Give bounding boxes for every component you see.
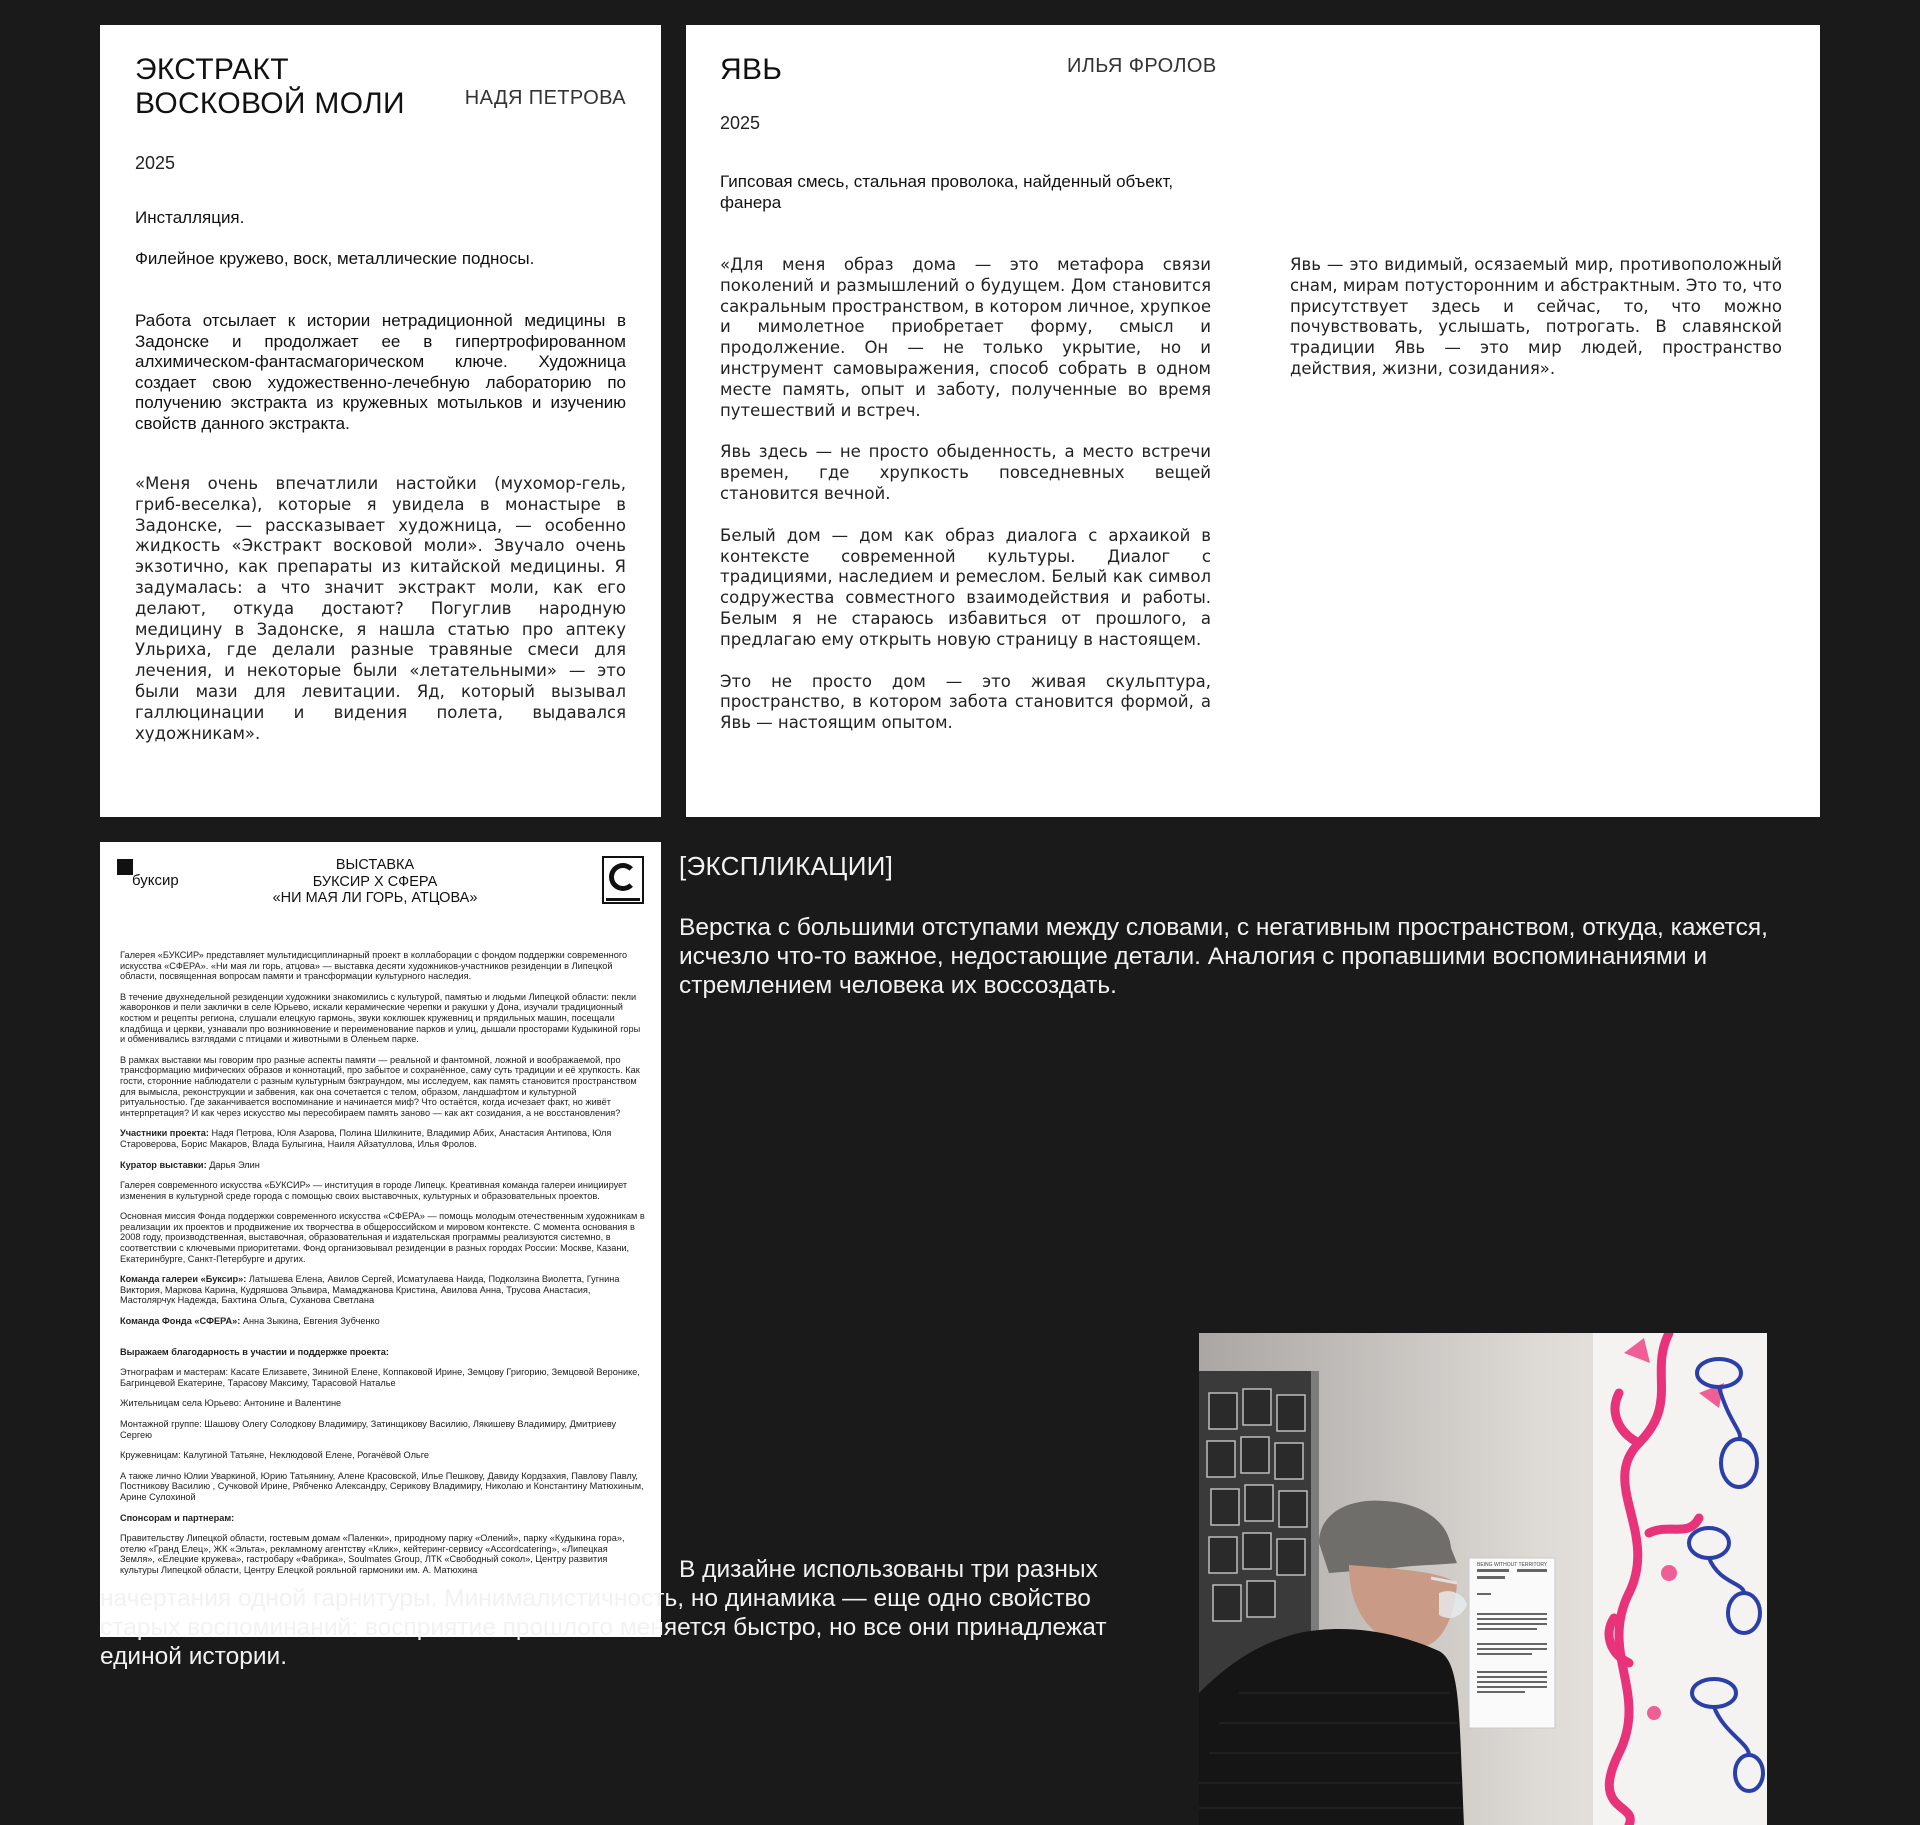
card-header bbox=[135, 53, 626, 121]
paragraph: Жительницам села Юрьево: Антонине и Валентине bbox=[120, 1398, 342, 1409]
artist-name: ИЛЬЯ ФРОЛОВ bbox=[1067, 55, 1217, 77]
title-line: БУКСИР Х СФЕРА bbox=[312, 873, 438, 890]
value: Анна Зыкина, Евгения Зубченко bbox=[242, 1316, 380, 1327]
photo-label-title: BEING WITHOUT TERRITORY bbox=[1477, 1562, 1548, 1568]
participants bbox=[120, 1128, 645, 1149]
explication-card-wax-moth bbox=[100, 25, 661, 817]
paragraph: Кружевницам: Калугиной Татьяне, Неклюдовой Елене, Рогачёвой Ольге bbox=[120, 1450, 429, 1461]
paragraph: В течение двухнедельной резиденции художники знакомились с культурой, памятью и людьми Липецкой области: пекли жаворонков и пели заклички в селе Юрьево, искали керамические черепки и ракушки у Дона, изучали традиционный костюм и рецепты региона, слушали елецкую гармонь, звуки коклюшек кружевниц и прядильных машин, посещали кладбища и церкви, узнавали про возникновение и переименование парков и улиц, дышали просторами Кудыкиной горы и обменивались взглядами с птицами и животными в Оленьем парке. bbox=[120, 991, 641, 1045]
explication-card-yav bbox=[686, 25, 1820, 817]
artwork-materials: Гипсовая смесь, стальная проволока, найденный объект, фанера bbox=[720, 172, 1174, 212]
label: Участники проекта: bbox=[120, 1128, 209, 1139]
gallery-team bbox=[120, 1274, 645, 1306]
label: Куратор выставки: bbox=[120, 1159, 207, 1170]
artist-name: НАДЯ ПЕТРОВА bbox=[464, 87, 626, 109]
artwork-description: Работа отсылает к истории нетрадиционной медицины в Задонске и продолжает ее в гипертрофированном алхимическом-фантасмагорическом ключе. Художница создает свою художественно-лечебную лабораторию по получению экстракта из кружевных мотыльков и изучению свойств данного экстракта. bbox=[135, 311, 626, 433]
exhibition-poster bbox=[100, 842, 661, 1637]
value: Надя Петрова, Юля Азарова, Полина Шилкините, Владимир Абих, Анастасия Антипова, Юля Староверова, Борис Макаров, Влада Булыгина, Наиля Айзатуллова, Илья Фролов. bbox=[120, 1128, 612, 1149]
title-line: «НИ МАЯ ЛИ ГОРЬ, АТЦОВА» bbox=[272, 890, 478, 906]
paragraph: Правительству Липецкой области, гостевым домам «Паленки», природному парку «Олений», парку «Кудыкина гора», отелю «Гранд Елец», ЖК «Эльта», рекламному агентству «Клик», кейтеринг-сервису «Accordcatering», «Липецкая Земля», «Елецкие кружева», гастробару «Фабрика», Soulmates Group, ЛТК «Свободный сокол», Центру развития культуры Липецкой области, Центру Елецкой рояльной гармоники им. А. Матюхина bbox=[120, 1533, 625, 1575]
artwork-year: 2025 bbox=[135, 153, 176, 173]
curator bbox=[120, 1160, 645, 1171]
label: Спонсорам и партнерам: bbox=[120, 1512, 235, 1523]
paragraph: Галерея современного искусства «БУКСИР» — институция в городе Липецк. Креативная команда галереи инициирует изменения в культурной среде города с помощью своих выставочных, культурных и образовательных проектов. bbox=[120, 1180, 628, 1201]
artwork-title: ЯВЬ bbox=[720, 53, 783, 86]
fund-team bbox=[120, 1316, 645, 1327]
title-line: ВОСКОВОЙ МОЛИ bbox=[135, 87, 405, 120]
design-description: В дизайне использованы три разных начертания одной гарнитуры. Минималистичность, но динамика — еще одно свойство старых воспоминаний: восприятие прошлого меняется быстро, но все они принадлежат единой истории. bbox=[100, 1556, 1107, 1670]
sponsors-heading bbox=[120, 1513, 645, 1524]
poster-title bbox=[220, 857, 530, 907]
sfera-logo-icon bbox=[602, 856, 644, 904]
value: Дарья Элин bbox=[209, 1159, 260, 1170]
text-column-right: Явь — это видимый, осязаемый мир, противоположный снам, мирам потусторонним и абстрактным. Это то, что присутствует здесь и сейчас, то, что можно почувствовать, услышать, потрогать. В славянской традиции Явь — это мир людей, пространство действия, жизни, созидания». bbox=[1290, 255, 1782, 378]
artist-quote: «Меня очень впечатлили настойки (мухомор-гель, гриб-веселка), которые я увидела в монастыре в Задонске, — рассказывает художница, — особенно жидкость «Экстракт восковой моли». Звучало очень экзотично, как препараты из китайской медицины. Я задумалась: а что значит экстракт моли, как его делают, откуда достают? Погуглив народную медицину в Задонске, я нашла статью про аптеку Ульриха, где делали разные травяные смеси для лечения, и некоторые были «летательными» — это были мази для левитации. Яд, который вызывал галлюцинации и видения полета, выдавался художникам». bbox=[135, 474, 626, 743]
paragraph: Монтажной группе: Шашову Олегу Солодкову Владимиру, Затинщикову Василию, Лякишеву Владимиру, Дмитриеву Сергею bbox=[120, 1419, 617, 1440]
label: Команда Фонда «СФЕРА»: bbox=[120, 1316, 241, 1327]
buksir-logo-text: буксир bbox=[132, 872, 179, 889]
paragraph: Это не просто дом — это живая скульптура, пространство, в котором забота становится формой, а Явь — настоящим опытом. bbox=[720, 671, 1211, 733]
thanks-heading bbox=[120, 1347, 645, 1358]
text-column-left bbox=[720, 255, 1211, 755]
paragraph: В рамках выставки мы говорим про разные аспекты памяти — реальной и фантомной, ложной и воображаемой, про трансформацию мифических образов и коннотаций, про забытое и сохранённое, саму суть традиции и её хрупкость. Как гости, сторонние наблюдатели с разным культурным бэкграундом, мы исследуем, как память становится пространством для вымысла, реконструкции и забвения, как она сочетается с телом, образом, ландшафтом и культурной ритуальностью. Где заканчивается воспоминание и начинается миф? Что остаётся, когда исчезает факт, но живёт интерпретация? И как через искусство мы пересобираем память заново — как акт созидания, а не восстановления? bbox=[120, 1054, 640, 1118]
artwork-kind: Инсталляция. bbox=[135, 208, 245, 227]
paragraph: Этнографам и мастерам: Касате Елизавете, Зининой Елене, Коппаковой Ирине, Земцову Григорию, Земцовой Вероникe, Багринцевой Екатерине, Тарасову Максиму, Тарасовой Наталье bbox=[120, 1367, 640, 1388]
artwork-materials: Филейное кружево, воск, металлические подносы. bbox=[135, 248, 535, 268]
section-description: Верстка с большими отступами между словами, с негативным пространством, откуда, кажется, исчезло что-то важное, недостающие детали. Аналогия с пропавшими воспоминаниями и стремлением человека их воссоздать. bbox=[679, 914, 1768, 999]
poster-body bbox=[120, 950, 645, 1586]
value: Латышева Елена, Авилов Сергей, Исматулаева Наида, Подколзина Виолетта, Гугнина Виктория, Маркова Карина, Кудряшова Эльвира, Мамаджанова Кристина, Авилова Анна, Трусова Анастасия, Мастолярчук Надежда, Бахтина Ольга, Суханова Светлана bbox=[120, 1274, 620, 1306]
artwork-year: 2025 bbox=[720, 113, 761, 133]
visitor-reading-photo-icon bbox=[1199, 1333, 1767, 1825]
buksir-logo-icon bbox=[117, 859, 133, 875]
paragraph: Явь здесь — не просто обыденность, а место встречи времен, где хрупкость повседневных вещей становится вечной. bbox=[720, 442, 1211, 503]
title-line: ВЫСТАВКА bbox=[335, 857, 415, 873]
paragraph: «Для меня образ дома — это метафора связи поколений и размышлений о будущем. Дом становится сакральным пространством, в котором личное, хрупкое и мимолетное приобретает форму, смысл и продолжение. Он — не только укрытие, но и инструмент самовыражения, способ собрать в одном месте память, опыт и заботу, полученные во время путешествий и встреч. bbox=[720, 255, 1211, 420]
section-heading: [ЭКСПЛИКАЦИИ] bbox=[679, 851, 894, 881]
label: Выражаем благодарность в участии и поддержке проекта: bbox=[120, 1346, 389, 1357]
exhibition-photo bbox=[1199, 1333, 1767, 1825]
paragraph: Белый дом — дом как образ диалога с архаикой в контексте современной культуры. Диалог с традициями, наследием и ремеслом. Белый как символ содружества совместного взаимодействия и работы. Белым я не стараюсь избавиться от прошлого, а предлагаю ему открыть новую страницу в настоящем. bbox=[720, 525, 1211, 649]
paragraph: Основная миссия Фонда поддержки современного искусства «СФЕРА» — помощь молодым отечественным художникам в реализации их проектов и продвижение их творчества в общероссийском и мировом контексте. С момента основания в 2008 году, производственная, выставочная, образовательная и издательская программы реализуются системно, в соответствии с ключевыми приоритетами. Фонд организовывал резиденции в разных городах России: Москве, Казани, Екатеринбурге, Санкт-Петербурге и других. bbox=[120, 1211, 645, 1264]
title-line: ЭКСТРАКТ bbox=[135, 53, 289, 86]
label: Команда галереи «Буксир»: bbox=[120, 1274, 247, 1285]
paragraph: Галерея «БУКСИР» представляет мультидисциплинарный проект в коллаборации с фондом поддержки современного искусства «СФЕРА». «Ни мая ли горь, атцова» — выставка десяти художников-участников резиденции в Липецкой области, посвященная вопросам памяти и трансформации культурного наследия. bbox=[120, 950, 628, 982]
paragraph: А также лично Юлии Уваркиной, Юрию Татьянину, Алене Красовской, Илье Пешкову, Давиду Кордзахия, Павлову Павлу, Постникову Василию , Сучковой Ирине, Рябченко Александру, Серикову Владимиру, Николаю и Константину Матюхиным, Арине Сулохиной bbox=[120, 1470, 644, 1502]
